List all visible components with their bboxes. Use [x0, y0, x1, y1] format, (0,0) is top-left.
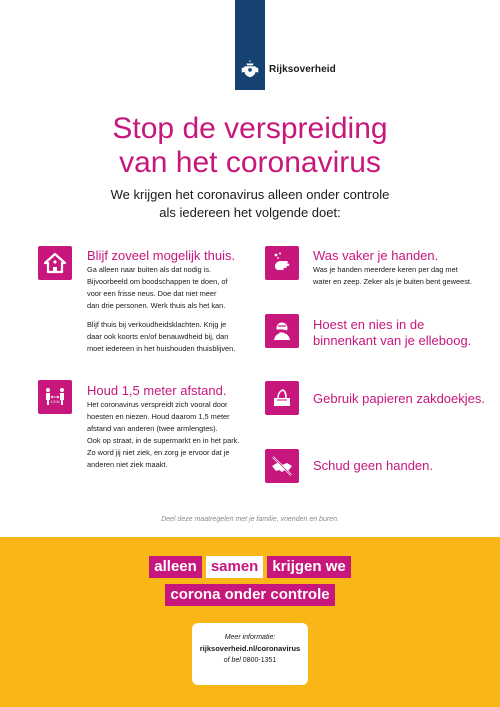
- body-line: Ook op straat, in de supermarkt en in het park.: [87, 436, 240, 445]
- body-line: Bijvoorbeeld om boodschappen te doen, of: [87, 277, 228, 286]
- info-box: [192, 623, 308, 685]
- logo-bar: [235, 0, 265, 90]
- title-line: binnenkant van je elleboog.: [313, 333, 472, 348]
- body-line: Blijf thuis bij verkoudheidsklachten. Krijg je: [87, 320, 227, 329]
- slogan-corona: corona onder controle: [165, 584, 334, 606]
- no-handshake-icon: [265, 449, 299, 483]
- body-line: voor een frisse neus. Doe dat niet meer: [87, 289, 217, 298]
- body-line: daar ook koorts en/of benauwdheid bij, dan: [87, 332, 229, 341]
- distance-icon: [38, 380, 72, 414]
- body-line: moet iedereen in het huishouden thuisblijven.: [87, 344, 236, 353]
- item-body-stay-home: [87, 264, 247, 362]
- distance-label: 1,5 M: [50, 400, 60, 404]
- house-icon: [38, 246, 72, 280]
- slogan-krijgen: krijgen we: [267, 556, 350, 578]
- subtitle-line-1: We krijgen het coronavirus alleen onder controle: [110, 187, 390, 202]
- slogan-line-1: [0, 556, 500, 578]
- body-line: dan drie personen. Werk thuis als het kan.: [87, 301, 226, 310]
- item-title-sneeze: [313, 317, 471, 349]
- item-title-tissues: Gebruik papieren zakdoekjes.: [313, 391, 485, 406]
- handwash-icon: [265, 246, 299, 280]
- tissue-icon: [265, 381, 299, 415]
- info-phone: [192, 655, 308, 666]
- paragraph: [87, 264, 247, 312]
- bottom-band: [0, 537, 500, 707]
- title-line-1: Stop de verspreiding: [112, 112, 388, 145]
- slogan-samen: samen: [206, 556, 264, 578]
- info-website-link[interactable]: rijksoverheid.nl/coronavirus: [199, 644, 301, 653]
- info-phone-prefix: of bel: [223, 657, 241, 664]
- item-title-stay-home: Blijf zoveel mogelijk thuis.: [87, 248, 236, 263]
- body-line: hoesten en niezen. Houd daarom 1,5 meter: [87, 412, 230, 421]
- logo-text: Rijksoverheid: [269, 64, 336, 75]
- page-title: [0, 112, 500, 180]
- body-line: Zo word jij niet ziek, en zorg je ervoor dat je: [87, 448, 230, 457]
- paragraph: [87, 319, 247, 355]
- body-line: anderen niet ziek maakt.: [87, 460, 168, 469]
- body-line: afstand van anderen (twee armlengtes).: [87, 424, 218, 433]
- info-phone-number[interactable]: 0800-1351: [242, 657, 277, 664]
- body-line: Het coronavirus verspreidt zich vooral door: [87, 400, 228, 409]
- body-line: Was je handen meerdere keren per dag met: [313, 265, 458, 274]
- item-title-no-handshake: Schud geen handen.: [313, 458, 433, 473]
- body-line: water en zeep. Zeker als je buiten bent geweest.: [313, 277, 472, 286]
- item-body-wash-hands: [313, 264, 493, 288]
- slogan-line-2: [0, 584, 500, 606]
- crest-icon: [239, 58, 261, 80]
- sneeze-icon: [265, 314, 299, 348]
- item-title-wash-hands: Was vaker je handen.: [313, 248, 439, 263]
- title-line: Hoest en nies in de: [313, 317, 425, 332]
- paragraph: [87, 399, 257, 471]
- page-subtitle: [0, 186, 500, 222]
- slogan-alleen: alleen: [149, 556, 202, 578]
- info-label: Meer informatie:: [224, 634, 276, 641]
- share-text: Deel deze maatregelen met je familie, vrienden en buren.: [161, 516, 339, 523]
- body-line: Ga alleen naar buiten als dat nodig is.: [87, 265, 212, 274]
- title-line-2: van het coronavirus: [119, 146, 381, 179]
- subtitle-line-2: als iedereen het volgende doet:: [159, 205, 341, 220]
- item-body-distance: [87, 399, 257, 478]
- item-title-distance: Houd 1,5 meter afstand.: [87, 383, 227, 398]
